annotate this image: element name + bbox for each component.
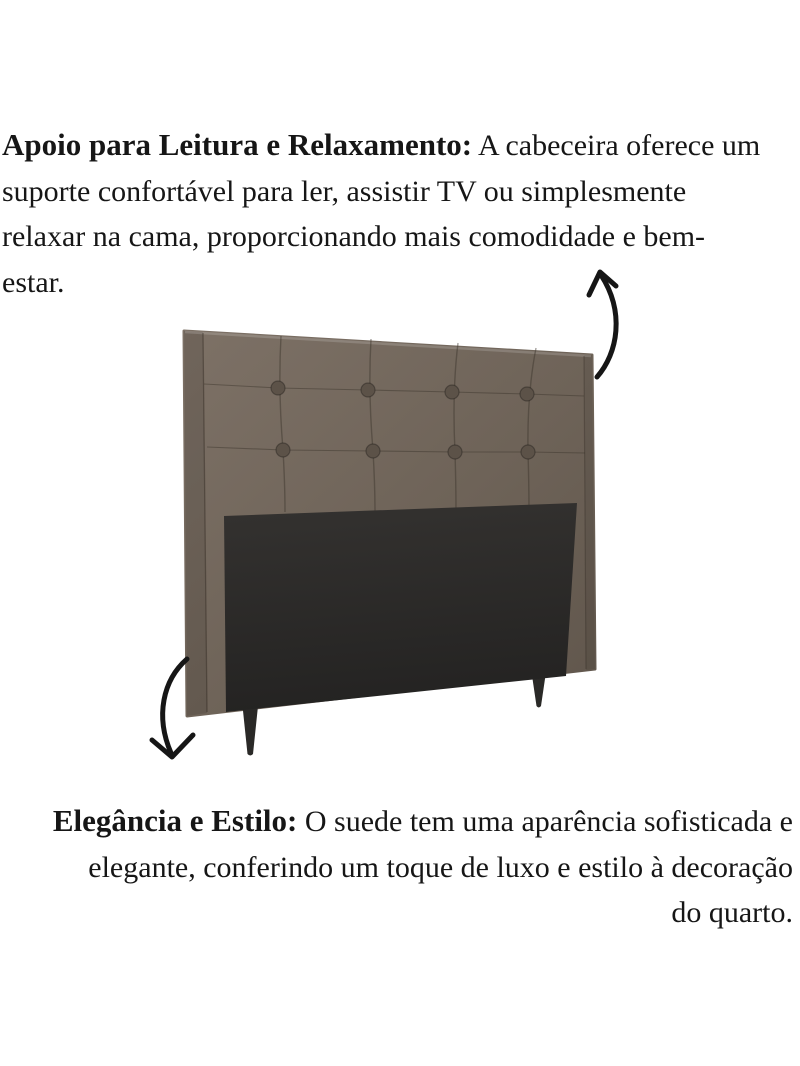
text-line: do quarto. <box>671 896 793 929</box>
text-line: suporte confortável para ler, assistir TV ou simplesmente <box>2 174 687 208</box>
curved-arrow-top-shaft <box>597 275 616 377</box>
tufting-button <box>271 381 285 395</box>
feature-reading-line1: A cabeceira oferece um <box>472 129 761 162</box>
text-line: elegante, conferindo um toque de luxo e estilo à decoração <box>88 850 793 884</box>
tufting-button <box>445 385 459 399</box>
tufting-button <box>521 445 535 459</box>
tufting-button <box>366 444 380 458</box>
feature-elegance-heading: Elegância e Estilo: <box>52 803 298 838</box>
tufting-button <box>276 443 290 457</box>
headboard-leg-left <box>243 706 259 756</box>
feature-reading-heading: Apoio para Leitura e Relaxamento: <box>2 127 473 162</box>
curved-arrow-bottom-head <box>152 735 193 757</box>
text-line <box>7 799 793 845</box>
feature-elegance-line1: O suede tem uma aparência sofisticada e <box>297 805 793 838</box>
text-line: relaxar na cama, proporcionando mais comodidade e bem- <box>2 220 706 253</box>
curved-arrow-bottom-shaft <box>163 659 187 753</box>
base-panel <box>224 503 577 712</box>
tufting-button <box>448 445 462 459</box>
feature-elegance-text <box>7 799 793 936</box>
text-line: estar. <box>2 265 65 299</box>
tufting-button <box>361 383 375 397</box>
tufting-button <box>520 387 534 401</box>
